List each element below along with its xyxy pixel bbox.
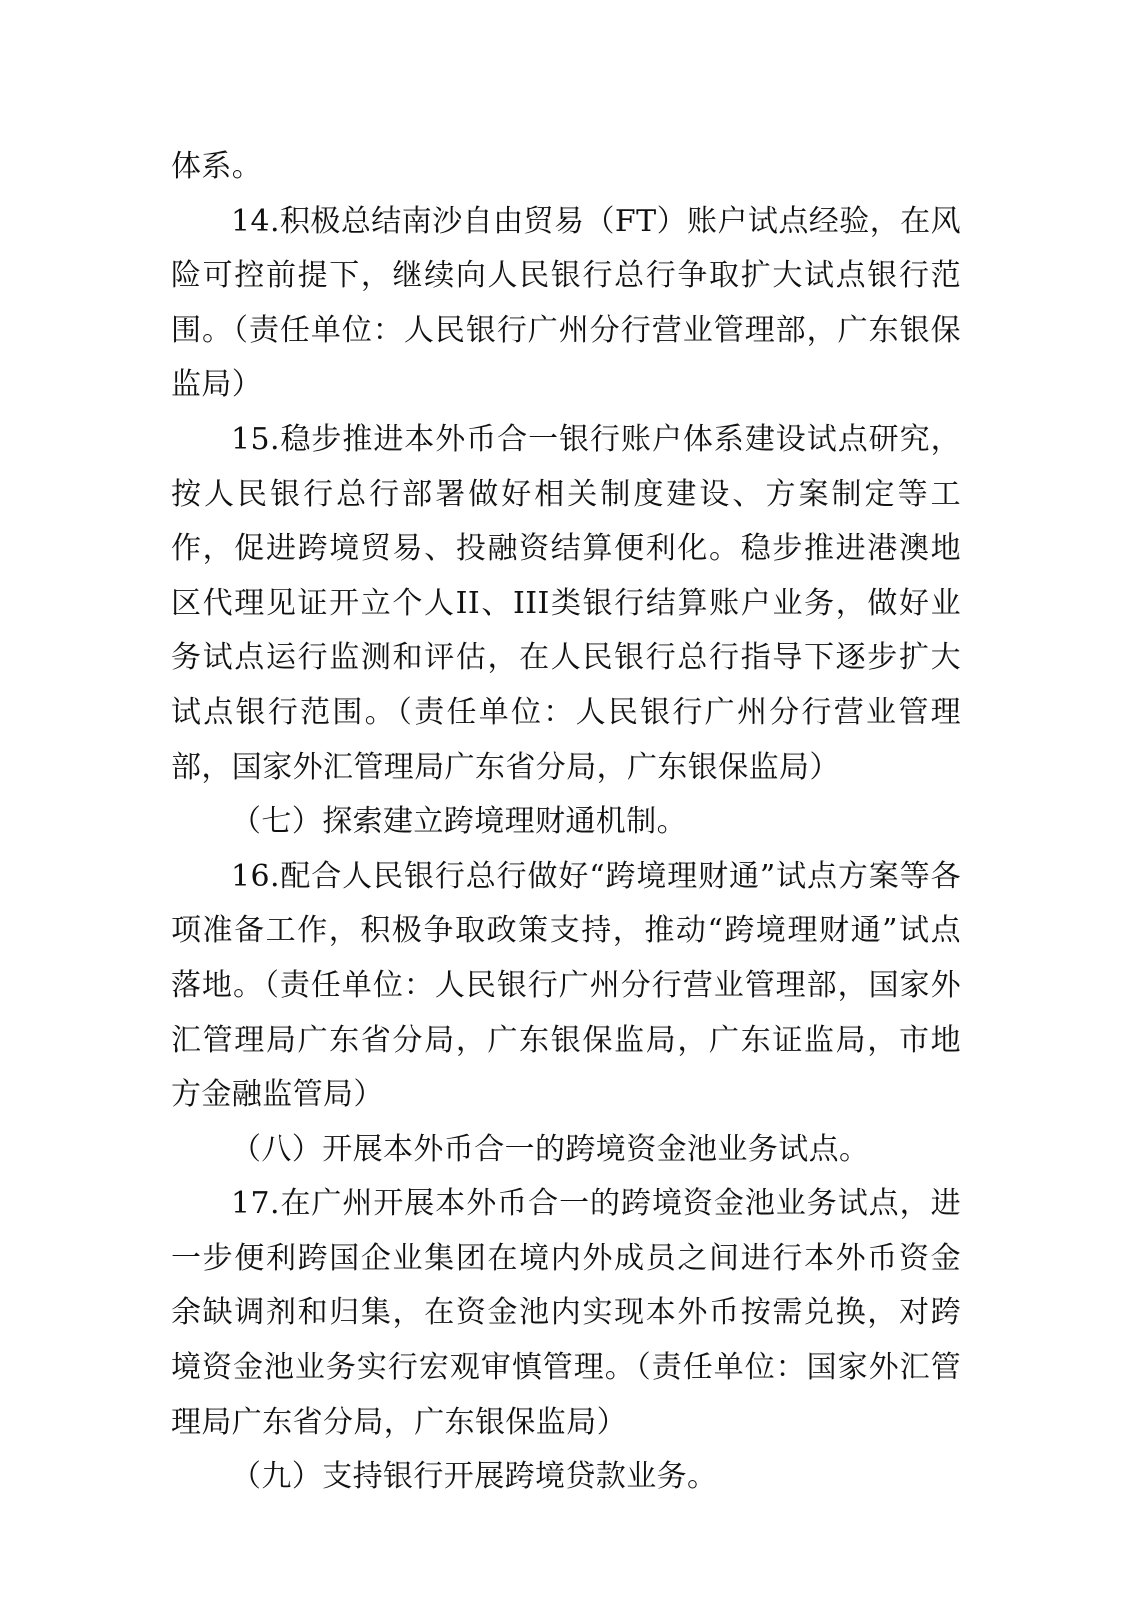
section-heading-7: （七）探索建立跨境理财通机制。 [231,804,687,840]
paragraph-item-17: 17.在广州开展本外币合一的跨境资金池业务试点，进一步便利跨国企业集团在境内外成员之间进行本外币资金余缺调剂和归集，在资金池内实现本外币按需兑换，对跨境资金池业务实行宏观审慎管理。（责任单位：国家外汇管理局广东省分局，广东银保监局） [171,1186,961,1440]
paragraph-item-14: 14.积极总结南沙自由贸易（FT）账户试点经验，在风险可控前提下，继续向人民银行总行争取扩大试点银行范围。（责任单位：人民银行广州分行营业管理部，广东银保监局） [171,203,961,403]
paragraph-item-15: 15.稳步推进本外币合一银行账户体系建设试点研究，按人民银行总行部署做好相关制度建设、方案制定等工作，促进跨境贸易、投融资结算便利化。稳步推进港澳地区代理见证开立个人II、III类银行结算账户业务，做好业务试点运行监测和评估，在人民银行总行指导下逐步扩大试点银行范围。（责任单位：人民银行广州分行营业管理部，国家外汇管理局广东省分局，广东银保监局） [171,421,961,785]
section-heading-9: （九）支持银行开展跨境贷款业务。 [231,1459,718,1495]
document-body [171,140,961,1505]
paragraph-item-16: 16.配合人民银行总行做好“跨境理财通”试点方案等各项准备工作，积极争取政策支持，推动“跨境理财通”试点落地。（责任单位：人民银行广州分行营业管理部，国家外汇管理局广东省分局，广东银保监局，广东证监局，市地方金融监管局） [171,858,961,1113]
section-heading-8: （八）开展本外币合一的跨境资金池业务试点。 [231,1131,870,1167]
paragraph-continuation: 体系。 [171,149,263,184]
